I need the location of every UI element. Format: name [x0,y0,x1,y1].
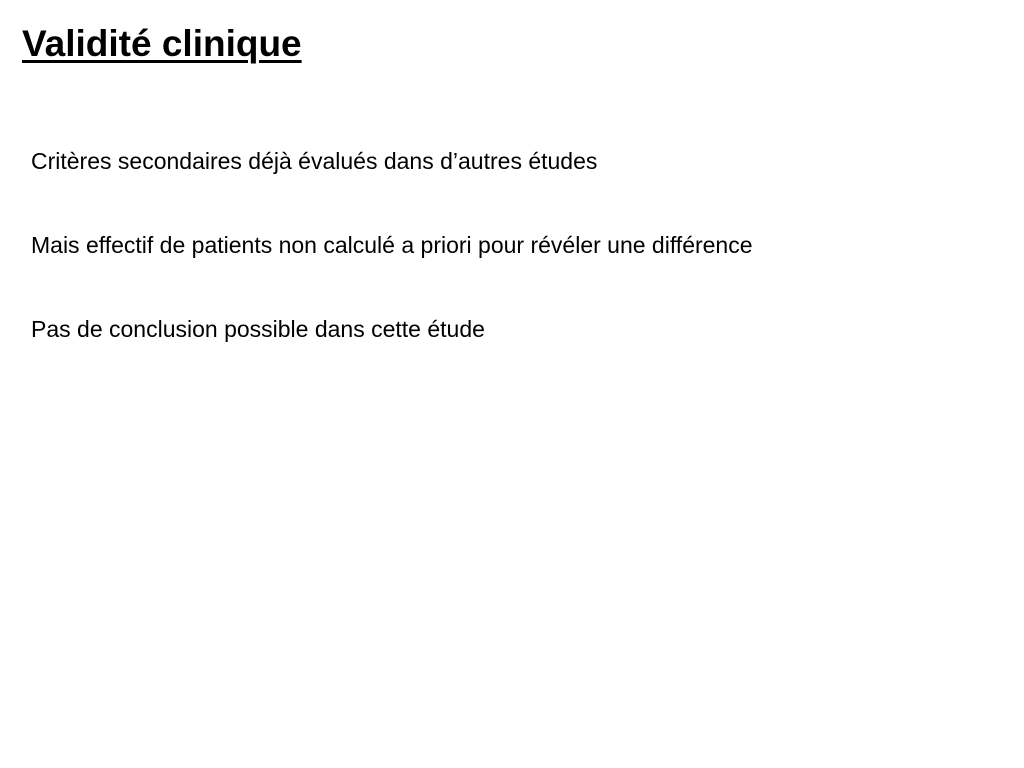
bullet-item: Pas de conclusion possible dans cette étude [31,316,485,342]
bullet-list [31,145,753,397]
bullet-item: Critères secondaires déjà évalués dans d’autres études [31,148,598,174]
slide-title: Validité clinique [22,23,302,64]
bullet-item: Mais effectif de patients non calculé a priori pour révéler une différence [31,232,753,258]
